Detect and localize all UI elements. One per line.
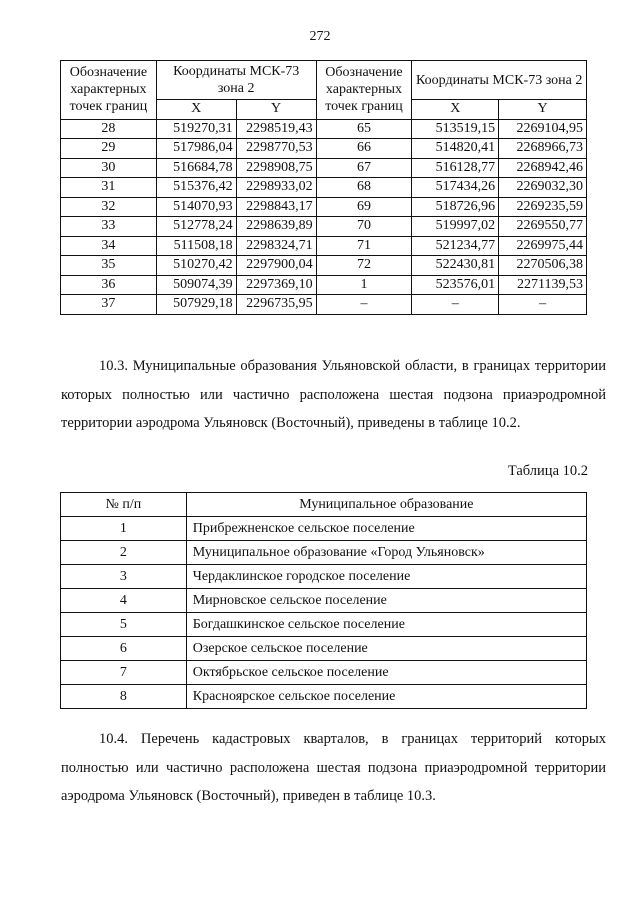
x-coord-cell: 513519,15 — [412, 119, 499, 139]
table-row — [61, 295, 587, 315]
y-coord-cell: 2297900,04 — [236, 256, 316, 276]
x-coord-cell: 512778,24 — [156, 217, 236, 237]
point-label-header: Обозначение характерных точек границ — [316, 61, 412, 120]
y-coord-cell: 2298324,71 — [236, 236, 316, 256]
table-row — [61, 119, 587, 139]
table-row — [61, 517, 587, 541]
table-row — [61, 661, 587, 685]
table-row — [61, 275, 587, 295]
point-id-cell: 69 — [316, 197, 412, 217]
municipality-name-cell: Чердаклинское городское поселение — [186, 565, 586, 589]
table-row — [61, 236, 587, 256]
row-number-cell: 1 — [61, 517, 187, 541]
point-id-cell: 36 — [61, 275, 157, 295]
y-coord-cell: – — [499, 295, 587, 315]
y-coord-cell: 2298933,02 — [236, 178, 316, 198]
point-id-cell: 35 — [61, 256, 157, 276]
x-coord-cell: 514820,41 — [412, 139, 499, 159]
y-coord-cell: 2271139,53 — [499, 275, 587, 295]
y-coord-cell: 2297369,10 — [236, 275, 316, 295]
num-header: № п/п — [61, 493, 187, 517]
row-number-cell: 5 — [61, 613, 187, 637]
table-row — [61, 637, 587, 661]
point-id-cell: 34 — [61, 236, 157, 256]
y-header: Y — [499, 100, 587, 120]
table-row — [61, 178, 587, 198]
point-id-cell: 66 — [316, 139, 412, 159]
municipality-name-cell: Прибрежненское сельское поселение — [186, 517, 586, 541]
point-id-cell: 33 — [61, 217, 157, 237]
table-10-2-caption: Таблица 10.2 — [507, 463, 588, 479]
point-id-cell: 67 — [316, 158, 412, 178]
municipality-name-cell: Мирновское сельское поселение — [186, 589, 586, 613]
x-header: X — [156, 100, 236, 120]
point-id-cell: 29 — [61, 139, 157, 159]
x-coord-cell: 518726,96 — [412, 197, 499, 217]
x-coord-cell: 519270,31 — [156, 119, 236, 139]
row-number-cell: 6 — [61, 637, 187, 661]
y-coord-cell: 2298519,43 — [236, 119, 316, 139]
x-coord-cell: 522430,81 — [412, 256, 499, 276]
municipality-name-cell: Красноярское сельское поселение — [186, 685, 586, 709]
coordinates-table — [60, 60, 587, 315]
x-coord-cell: 516684,78 — [156, 158, 236, 178]
point-id-cell: 30 — [61, 158, 157, 178]
x-coord-cell: 509074,39 — [156, 275, 236, 295]
name-header: Муниципальное образование — [186, 493, 586, 517]
row-number-cell: 7 — [61, 661, 187, 685]
table-row — [61, 565, 587, 589]
y-coord-cell: 2269975,44 — [499, 236, 587, 256]
point-id-cell: – — [316, 295, 412, 315]
municipality-name-cell: Муниципальное образование «Город Ульяновск» — [186, 541, 586, 565]
row-number-cell: 8 — [61, 685, 187, 709]
point-id-cell: 32 — [61, 197, 157, 217]
y-coord-cell: 2296735,95 — [236, 295, 316, 315]
point-id-cell: 28 — [61, 119, 157, 139]
y-header: Y — [236, 100, 316, 120]
x-coord-cell: 521234,77 — [412, 236, 499, 256]
page-number: 272 — [309, 29, 331, 44]
point-id-cell: 70 — [316, 217, 412, 237]
y-coord-cell: 2268942,46 — [499, 158, 587, 178]
paragraph-10-3-text: 10.3. Муниципальные образования Ульяновской области, в границах территории которых полностью или частично расположена шестая подзона приаэродромной территории аэродрома Ульяновск (Восточный), приведены в таблице 10.2. — [61, 358, 606, 431]
point-id-cell: 71 — [316, 236, 412, 256]
point-id-cell: 1 — [316, 275, 412, 295]
point-label-header: Обозначение характерных точек границ — [61, 61, 157, 120]
table-row — [61, 217, 587, 237]
y-coord-cell: 2298908,75 — [236, 158, 316, 178]
x-coord-cell: 514070,93 — [156, 197, 236, 217]
municipality-name-cell: Октябрьское сельское поселение — [186, 661, 586, 685]
row-number-cell: 4 — [61, 589, 187, 613]
table-row — [61, 256, 587, 276]
table-row — [61, 158, 587, 178]
municipality-name-cell: Богдашкинское сельское поселение — [186, 613, 586, 637]
x-header: X — [412, 100, 499, 120]
coordinates-table-body — [61, 119, 587, 314]
x-coord-cell: 519997,02 — [412, 217, 499, 237]
table-row — [61, 589, 587, 613]
x-coord-cell: 517986,04 — [156, 139, 236, 159]
table-row — [61, 197, 587, 217]
paragraph-10-3 — [61, 352, 606, 438]
x-coord-cell: 516128,77 — [412, 158, 499, 178]
point-id-cell: 65 — [316, 119, 412, 139]
y-coord-cell: 2269104,95 — [499, 119, 587, 139]
x-coord-cell: 515376,42 — [156, 178, 236, 198]
x-coord-cell: 517434,26 — [412, 178, 499, 198]
table-row — [61, 685, 587, 709]
coord-system-header: Координаты МСК-73 зона 2 — [156, 61, 316, 100]
table-row — [61, 613, 587, 637]
y-coord-cell: 2268966,73 — [499, 139, 587, 159]
y-coord-cell: 2298770,53 — [236, 139, 316, 159]
point-id-cell: 72 — [316, 256, 412, 276]
y-coord-cell: 2298639,89 — [236, 217, 316, 237]
x-coord-cell: 523576,01 — [412, 275, 499, 295]
coord-system-header: Координаты МСК-73 зона 2 — [412, 61, 587, 100]
point-id-cell: 31 — [61, 178, 157, 198]
x-coord-cell: 507929,18 — [156, 295, 236, 315]
paragraph-10-4-text: 10.4. Перечень кадастровых кварталов, в границах территорий которых полностью или частично расположена шестая подзона приаэродромной территории аэродрома Ульяновск (Восточный), приведен в таблице 10.3. — [61, 731, 606, 804]
row-number-cell: 3 — [61, 565, 187, 589]
x-coord-cell: 510270,42 — [156, 256, 236, 276]
municipalities-table — [60, 492, 587, 709]
point-id-cell: 37 — [61, 295, 157, 315]
municipalities-table-body — [61, 517, 587, 709]
y-coord-cell: 2298843,17 — [236, 197, 316, 217]
y-coord-cell: 2269032,30 — [499, 178, 587, 198]
table-row — [61, 139, 587, 159]
point-id-cell: 68 — [316, 178, 412, 198]
table-row — [61, 541, 587, 565]
paragraph-10-4 — [61, 725, 606, 811]
row-number-cell: 2 — [61, 541, 187, 565]
x-coord-cell: – — [412, 295, 499, 315]
y-coord-cell: 2270506,38 — [499, 256, 587, 276]
x-coord-cell: 511508,18 — [156, 236, 236, 256]
y-coord-cell: 2269550,77 — [499, 217, 587, 237]
y-coord-cell: 2269235,59 — [499, 197, 587, 217]
municipality-name-cell: Озерское сельское поселение — [186, 637, 586, 661]
